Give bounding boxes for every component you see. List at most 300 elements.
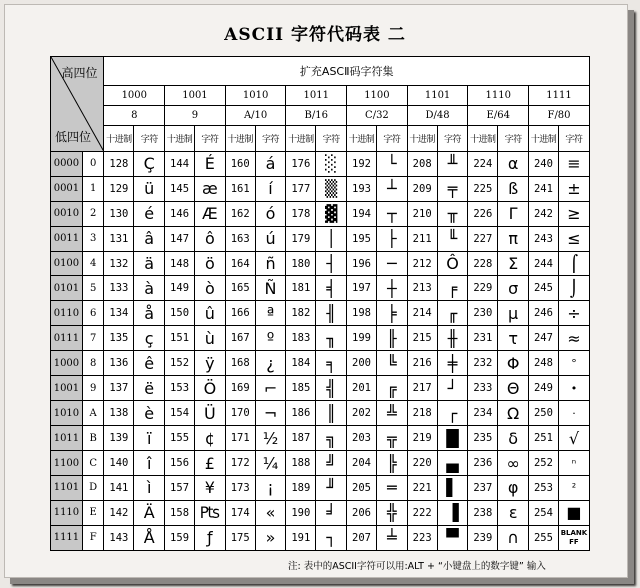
- extended-charset-header: 扩充ASCⅡ码字符集: [104, 57, 590, 86]
- character-glyph: ╢: [316, 301, 347, 326]
- row-binary-header: 1010: [51, 401, 83, 426]
- decimal-code: 141: [104, 475, 134, 500]
- decimal-code: 191: [286, 525, 316, 550]
- character-glyph: ¿: [255, 351, 286, 376]
- decimal-code: 137: [104, 376, 134, 401]
- decimal-code: 254: [529, 500, 559, 525]
- character-glyph: ■: [558, 500, 589, 525]
- decimal-code: 163: [225, 226, 255, 251]
- character-glyph: ≤: [558, 226, 589, 251]
- character-glyph: ╫: [437, 326, 468, 351]
- character-glyph: ¢: [194, 426, 225, 451]
- decimal-code: 236: [468, 451, 498, 476]
- character-glyph: ≡: [558, 151, 589, 176]
- decimal-code: 205: [347, 475, 377, 500]
- character-glyph: ▒: [316, 176, 347, 201]
- decimal-code: 232: [468, 351, 498, 376]
- character-glyph: Γ: [498, 201, 529, 226]
- decimal-code: 169: [225, 376, 255, 401]
- character-glyph: à: [134, 276, 165, 301]
- char-subheader: 字符: [134, 125, 165, 151]
- column-hex-header: E/64: [468, 105, 529, 125]
- decimal-code: 223: [407, 525, 437, 550]
- decimal-code: 219: [407, 426, 437, 451]
- column-binary-header: 1110: [468, 85, 529, 105]
- decimal-code: 133: [104, 276, 134, 301]
- character-glyph: ╕: [316, 351, 347, 376]
- decimal-code: 138: [104, 401, 134, 426]
- character-glyph: æ: [194, 176, 225, 201]
- decimal-code: 255: [529, 525, 559, 550]
- character-glyph: ╓: [437, 301, 468, 326]
- decimal-code: 176: [286, 151, 316, 176]
- character-glyph: £: [194, 451, 225, 476]
- column-binary-header: 1010: [225, 85, 286, 105]
- table-row: [51, 301, 590, 326]
- decimal-code: 149: [165, 276, 195, 301]
- decimal-subheader: 十进制: [286, 125, 316, 151]
- decimal-code: 218: [407, 401, 437, 426]
- decimal-code: 240: [529, 151, 559, 176]
- row-hex-header: 5: [82, 276, 104, 301]
- decimal-code: 142: [104, 500, 134, 525]
- high-nibble-binary-row: [51, 85, 590, 105]
- character-glyph: É: [194, 151, 225, 176]
- character-glyph: ï: [134, 426, 165, 451]
- decimal-code: 143: [104, 525, 134, 550]
- character-glyph: ƒ: [194, 525, 225, 550]
- character-glyph: â: [134, 226, 165, 251]
- character-glyph: ÿ: [194, 351, 225, 376]
- decimal-code: 173: [225, 475, 255, 500]
- decimal-code: 184: [286, 351, 316, 376]
- decimal-code: 234: [468, 401, 498, 426]
- character-glyph: █: [437, 426, 468, 451]
- character-glyph: ═: [376, 475, 407, 500]
- character-glyph: ╩: [376, 401, 407, 426]
- character-glyph: á: [255, 151, 286, 176]
- character-glyph: ▄: [437, 451, 468, 476]
- row-hex-header: 2: [82, 201, 104, 226]
- decimal-code: 128: [104, 151, 134, 176]
- column-binary-header: 1111: [529, 85, 590, 105]
- character-glyph: ┬: [376, 201, 407, 226]
- row-binary-header: 1101: [51, 475, 83, 500]
- decimal-code: 154: [165, 401, 195, 426]
- decimal-code: 161: [225, 176, 255, 201]
- row-binary-header: 1111: [51, 525, 83, 550]
- row-hex-header: B: [82, 426, 104, 451]
- column-hex-header: 8: [104, 105, 165, 125]
- character-glyph: ╨: [437, 151, 468, 176]
- decimal-code: 231: [468, 326, 498, 351]
- character-glyph: Æ: [194, 201, 225, 226]
- decimal-code: 250: [529, 401, 559, 426]
- decimal-code: 132: [104, 251, 134, 276]
- character-glyph: ░: [316, 151, 347, 176]
- character-glyph: ╙: [437, 226, 468, 251]
- band-row: [51, 57, 590, 86]
- character-glyph: ä: [134, 251, 165, 276]
- row-binary-header: 0000: [51, 151, 83, 176]
- character-glyph: é: [134, 201, 165, 226]
- row-binary-header: 1000: [51, 351, 83, 376]
- decimal-code: 224: [468, 151, 498, 176]
- decimal-code: 157: [165, 475, 195, 500]
- character-glyph: ╗: [316, 426, 347, 451]
- decimal-code: 129: [104, 176, 134, 201]
- decimal-code: 226: [468, 201, 498, 226]
- decimal-code: 185: [286, 376, 316, 401]
- char-subheader: 字符: [316, 125, 347, 151]
- decimal-code: 196: [347, 251, 377, 276]
- decimal-code: 147: [165, 226, 195, 251]
- table-row: [51, 475, 590, 500]
- character-glyph: ò: [194, 276, 225, 301]
- character-glyph: Ü: [194, 401, 225, 426]
- decimal-code: 217: [407, 376, 437, 401]
- character-glyph: ç: [134, 326, 165, 351]
- decimal-code: 225: [468, 176, 498, 201]
- decimal-code: 148: [165, 251, 195, 276]
- row-binary-header: 0101: [51, 276, 83, 301]
- decimal-code: 252: [529, 451, 559, 476]
- character-glyph: ╛: [316, 500, 347, 525]
- decimal-code: 235: [468, 426, 498, 451]
- character-glyph: BLANK FF: [558, 525, 589, 550]
- decimal-code: 145: [165, 176, 195, 201]
- column-hex-header: B/16: [286, 105, 347, 125]
- high-nibble-hex-row: [51, 105, 590, 125]
- decimal-code: 178: [286, 201, 316, 226]
- character-glyph: ╟: [376, 326, 407, 351]
- table-row: [51, 251, 590, 276]
- decimal-code: 243: [529, 226, 559, 251]
- column-binary-header: 1100: [347, 85, 408, 105]
- low-nibble-label: 低四位: [55, 129, 92, 144]
- decimal-code: 209: [407, 176, 437, 201]
- row-hex-header: C: [82, 451, 104, 476]
- decimal-code: 179: [286, 226, 316, 251]
- decimal-code: 172: [225, 451, 255, 476]
- decimal-code: 204: [347, 451, 377, 476]
- table-row: [51, 525, 590, 550]
- row-hex-header: 8: [82, 351, 104, 376]
- character-glyph: ┼: [376, 276, 407, 301]
- decimal-code: 146: [165, 201, 195, 226]
- row-hex-header: F: [82, 525, 104, 550]
- character-glyph: ß: [498, 176, 529, 201]
- decimal-code: 152: [165, 351, 195, 376]
- decimal-code: 192: [347, 151, 377, 176]
- table-corner: [51, 57, 104, 152]
- decimal-code: 167: [225, 326, 255, 351]
- character-glyph: ¥: [194, 475, 225, 500]
- column-hex-header: F/80: [529, 105, 590, 125]
- character-glyph: Ñ: [255, 276, 286, 301]
- character-glyph: «: [255, 500, 286, 525]
- row-hex-header: 0: [82, 151, 104, 176]
- decimal-code: 160: [225, 151, 255, 176]
- row-binary-header: 1100: [51, 451, 83, 476]
- character-glyph: ╝: [316, 451, 347, 476]
- character-glyph: ╧: [376, 525, 407, 550]
- subheader-row: [51, 125, 590, 151]
- decimal-code: 206: [347, 500, 377, 525]
- character-glyph: ë: [134, 376, 165, 401]
- character-glyph: í: [255, 176, 286, 201]
- character-glyph: ╡: [316, 276, 347, 301]
- decimal-code: 246: [529, 301, 559, 326]
- decimal-code: 210: [407, 201, 437, 226]
- character-glyph: å: [134, 301, 165, 326]
- decimal-code: 242: [529, 201, 559, 226]
- character-glyph: ∞: [498, 451, 529, 476]
- table-row: [51, 451, 590, 476]
- row-hex-header: 6: [82, 301, 104, 326]
- decimal-code: 170: [225, 401, 255, 426]
- row-binary-header: 0110: [51, 301, 83, 326]
- decimal-code: 222: [407, 500, 437, 525]
- column-binary-header: 1001: [165, 85, 226, 105]
- character-glyph: Ö: [194, 376, 225, 401]
- character-glyph: ╪: [437, 351, 468, 376]
- decimal-code: 215: [407, 326, 437, 351]
- decimal-code: 189: [286, 475, 316, 500]
- row-hex-header: 7: [82, 326, 104, 351]
- row-hex-header: 9: [82, 376, 104, 401]
- table-row: [51, 426, 590, 451]
- character-glyph: ├: [376, 226, 407, 251]
- character-glyph: •: [558, 376, 589, 401]
- character-glyph: û: [194, 301, 225, 326]
- decimal-code: 229: [468, 276, 498, 301]
- character-glyph: ª: [255, 301, 286, 326]
- char-subheader: 字符: [255, 125, 286, 151]
- decimal-code: 253: [529, 475, 559, 500]
- decimal-code: 171: [225, 426, 255, 451]
- decimal-code: 150: [165, 301, 195, 326]
- decimal-code: 239: [468, 525, 498, 550]
- decimal-code: 188: [286, 451, 316, 476]
- decimal-code: 230: [468, 301, 498, 326]
- character-glyph: ┴: [376, 176, 407, 201]
- table-row: [51, 176, 590, 201]
- char-subheader: 字符: [376, 125, 407, 151]
- decimal-subheader: 十进制: [407, 125, 437, 151]
- character-glyph: ½: [255, 426, 286, 451]
- character-glyph: ·: [558, 401, 589, 426]
- high-nibble-label: 高四位: [61, 66, 98, 80]
- decimal-code: 227: [468, 226, 498, 251]
- character-glyph: ┌: [437, 401, 468, 426]
- table-row: [51, 276, 590, 301]
- character-glyph: ñ: [255, 251, 286, 276]
- column-binary-header: 1101: [407, 85, 468, 105]
- decimal-code: 165: [225, 276, 255, 301]
- table-body: [51, 151, 590, 550]
- decimal-code: 162: [225, 201, 255, 226]
- row-hex-header: E: [82, 500, 104, 525]
- decimal-code: 220: [407, 451, 437, 476]
- character-glyph: ¡: [255, 475, 286, 500]
- decimal-code: 248: [529, 351, 559, 376]
- character-glyph: ╜: [316, 475, 347, 500]
- table-row: [51, 351, 590, 376]
- ascii-table: [50, 56, 590, 551]
- character-glyph: Å: [134, 525, 165, 550]
- table-row: [51, 151, 590, 176]
- decimal-code: 175: [225, 525, 255, 550]
- decimal-subheader: 十进制: [468, 125, 498, 151]
- decimal-code: 237: [468, 475, 498, 500]
- decimal-code: 203: [347, 426, 377, 451]
- decimal-subheader: 十进制: [529, 125, 559, 151]
- decimal-code: 193: [347, 176, 377, 201]
- character-glyph: ▀: [437, 525, 468, 550]
- character-glyph: ú: [255, 226, 286, 251]
- character-glyph: Θ: [498, 376, 529, 401]
- row-hex-header: A: [82, 401, 104, 426]
- row-hex-header: 1: [82, 176, 104, 201]
- character-glyph: Ô: [437, 251, 468, 276]
- character-glyph: μ: [498, 301, 529, 326]
- character-glyph: º: [255, 326, 286, 351]
- row-binary-header: 1001: [51, 376, 83, 401]
- decimal-code: 201: [347, 376, 377, 401]
- table-row: [51, 500, 590, 525]
- decimal-code: 200: [347, 351, 377, 376]
- column-hex-header: A/10: [225, 105, 286, 125]
- decimal-code: 208: [407, 151, 437, 176]
- character-glyph: ±: [558, 176, 589, 201]
- decimal-code: 198: [347, 301, 377, 326]
- decimal-code: 158: [165, 500, 195, 525]
- row-hex-header: D: [82, 475, 104, 500]
- row-binary-header: 0111: [51, 326, 83, 351]
- column-hex-header: D/48: [407, 105, 468, 125]
- character-glyph: φ: [498, 475, 529, 500]
- character-glyph: »: [255, 525, 286, 550]
- table-row: [51, 401, 590, 426]
- decimal-code: 135: [104, 326, 134, 351]
- character-glyph: ¬: [255, 401, 286, 426]
- decimal-code: 241: [529, 176, 559, 201]
- row-hex-header: 4: [82, 251, 104, 276]
- decimal-code: 212: [407, 251, 437, 276]
- character-glyph: ≥: [558, 201, 589, 226]
- character-glyph: π: [498, 226, 529, 251]
- character-glyph: ▐: [437, 500, 468, 525]
- row-binary-header: 1110: [51, 500, 83, 525]
- character-glyph: ù: [194, 326, 225, 351]
- decimal-code: 151: [165, 326, 195, 351]
- character-glyph: └: [376, 151, 407, 176]
- row-binary-header: 0001: [51, 176, 83, 201]
- character-glyph: ╞: [376, 301, 407, 326]
- table-row: [51, 226, 590, 251]
- decimal-code: 186: [286, 401, 316, 426]
- decimal-code: 140: [104, 451, 134, 476]
- decimal-code: 211: [407, 226, 437, 251]
- decimal-code: 247: [529, 326, 559, 351]
- decimal-code: 174: [225, 500, 255, 525]
- row-binary-header: 0011: [51, 226, 83, 251]
- character-glyph: ╬: [376, 500, 407, 525]
- character-glyph: ü: [134, 176, 165, 201]
- row-binary-header: 0100: [51, 251, 83, 276]
- character-glyph: ó: [255, 201, 286, 226]
- decimal-code: 180: [286, 251, 316, 276]
- character-glyph: ₧: [194, 500, 225, 525]
- character-glyph: │: [316, 226, 347, 251]
- character-glyph: °: [558, 351, 589, 376]
- decimal-code: 207: [347, 525, 377, 550]
- character-glyph: τ: [498, 326, 529, 351]
- character-glyph: ê: [134, 351, 165, 376]
- character-glyph: ║: [316, 401, 347, 426]
- character-glyph: ╣: [316, 376, 347, 401]
- character-glyph: ÷: [558, 301, 589, 326]
- decimal-code: 156: [165, 451, 195, 476]
- decimal-code: 136: [104, 351, 134, 376]
- character-glyph: ╔: [376, 376, 407, 401]
- decimal-code: 238: [468, 500, 498, 525]
- character-glyph: σ: [498, 276, 529, 301]
- decimal-code: 181: [286, 276, 316, 301]
- table-row: [51, 376, 590, 401]
- decimal-code: 153: [165, 376, 195, 401]
- character-glyph: δ: [498, 426, 529, 451]
- table-row: [51, 326, 590, 351]
- character-glyph: ╥: [437, 201, 468, 226]
- table-row: [51, 201, 590, 226]
- column-binary-header: 1011: [286, 85, 347, 105]
- character-glyph: ⌐: [255, 376, 286, 401]
- character-glyph: ⌡: [558, 276, 589, 301]
- char-subheader: 字符: [498, 125, 529, 151]
- decimal-code: 245: [529, 276, 559, 301]
- character-glyph: è: [134, 401, 165, 426]
- character-glyph: ─: [376, 251, 407, 276]
- decimal-code: 199: [347, 326, 377, 351]
- decimal-code: 202: [347, 401, 377, 426]
- character-glyph: ô: [194, 226, 225, 251]
- column-hex-header: C/32: [347, 105, 408, 125]
- decimal-code: 190: [286, 500, 316, 525]
- character-glyph: Ω: [498, 401, 529, 426]
- char-subheader: 字符: [558, 125, 589, 151]
- decimal-code: 183: [286, 326, 316, 351]
- character-glyph: ²: [558, 475, 589, 500]
- char-subheader: 字符: [437, 125, 468, 151]
- decimal-code: 155: [165, 426, 195, 451]
- decimal-code: 197: [347, 276, 377, 301]
- decimal-code: 168: [225, 351, 255, 376]
- character-glyph: ╚: [376, 351, 407, 376]
- decimal-code: 131: [104, 226, 134, 251]
- character-glyph: ╒: [437, 276, 468, 301]
- character-glyph: α: [498, 151, 529, 176]
- character-glyph: ╦: [376, 426, 407, 451]
- character-glyph: ┐: [316, 525, 347, 550]
- decimal-code: 228: [468, 251, 498, 276]
- character-glyph: ╠: [376, 451, 407, 476]
- character-glyph: Ç: [134, 151, 165, 176]
- decimal-subheader: 十进制: [225, 125, 255, 151]
- character-glyph: ╤: [437, 176, 468, 201]
- decimal-code: 244: [529, 251, 559, 276]
